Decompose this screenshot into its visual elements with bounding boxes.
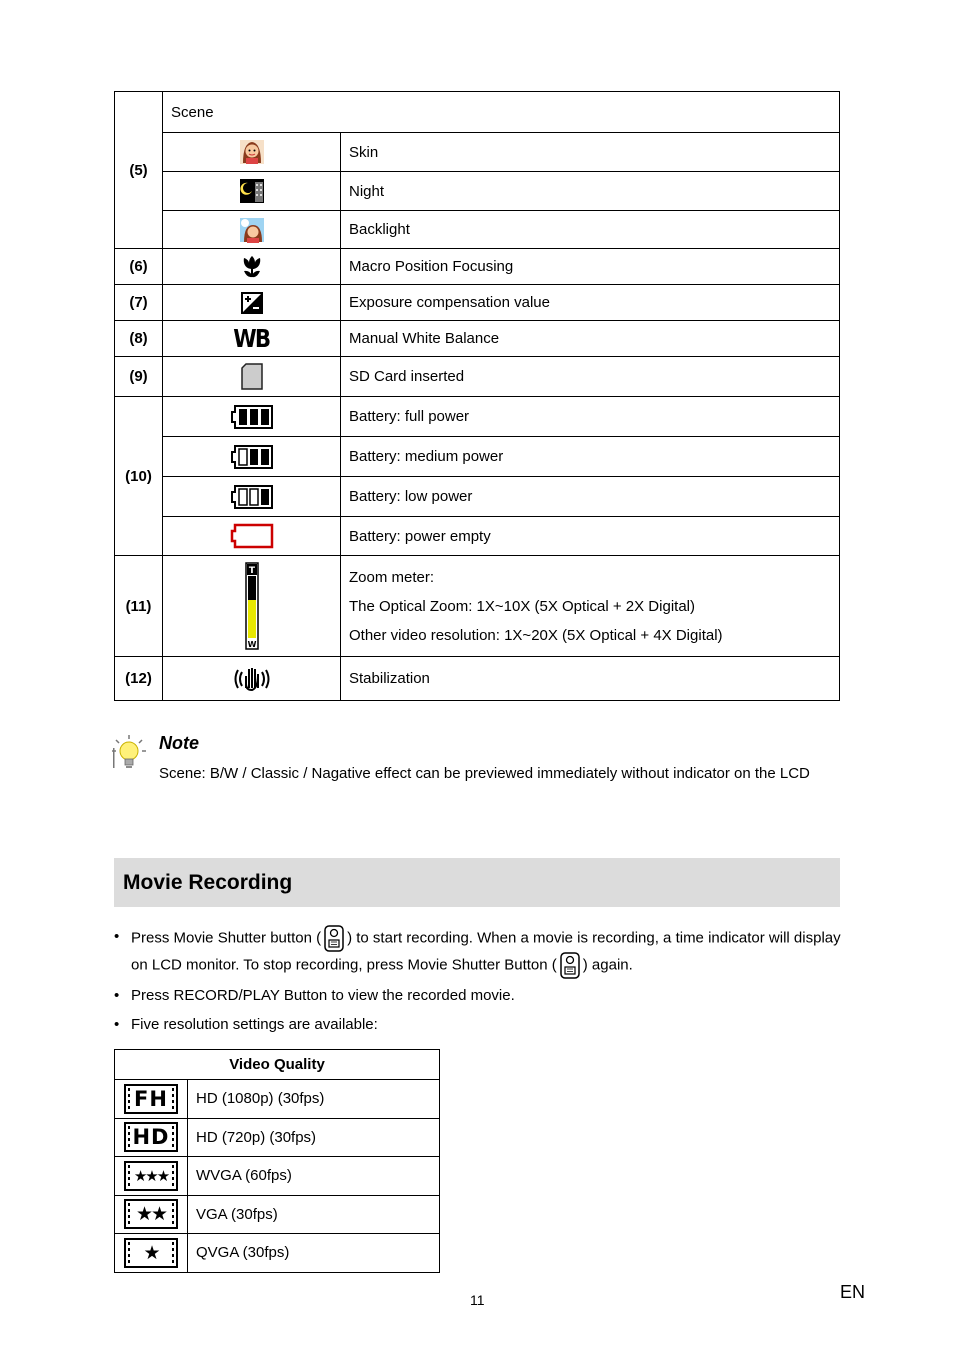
battery-full-label: Battery: full power [341, 397, 840, 437]
quality-label: WVGA (60fps) [188, 1157, 440, 1196]
table-row [115, 1234, 440, 1273]
bullet-1-part-b: ) to start recording. When a movie is recording, a time indicator will display on LCD monitor. To stop recording, press Movie Shutter Button ( [131, 929, 841, 974]
movie-shutter-icon [324, 925, 344, 952]
two-star-icon: ★★ [115, 1195, 188, 1234]
bullet-2: Press RECORD/PLAY Button to view the recorded movie. [131, 987, 515, 1004]
video-quality-header: Video Quality [115, 1050, 440, 1080]
sd-card-icon [163, 357, 341, 397]
lightbulb-icon [111, 734, 147, 770]
table-row [115, 1080, 440, 1119]
fh-resolution-icon: FH [115, 1080, 188, 1119]
hd-resolution-icon: HD [115, 1118, 188, 1157]
quality-label: QVGA (30fps) [188, 1234, 440, 1273]
exposure-icon [163, 285, 341, 321]
table-row [115, 1118, 440, 1157]
zoom-line-1: Zoom meter: [349, 568, 435, 586]
exposure-label: Exposure compensation value [341, 285, 840, 321]
table-row [115, 1195, 440, 1234]
battery-medium-icon [163, 437, 341, 477]
zoom-description [341, 556, 840, 657]
battery-medium-label: Battery: medium power [341, 437, 840, 477]
zoom-meter-icon [163, 556, 341, 657]
section-title: Movie Recording [123, 871, 293, 894]
skin-label: Skin [341, 133, 840, 172]
row-number: (9) [115, 357, 163, 397]
movie-shutter-icon [560, 952, 580, 979]
note-title: Note [159, 733, 199, 753]
battery-low-label: Battery: low power [341, 477, 840, 517]
video-quality-table [114, 1049, 440, 1273]
white-balance-label: Manual White Balance [341, 321, 840, 357]
stabilization-icon [163, 657, 341, 701]
table-row [115, 1157, 440, 1196]
section-header [114, 858, 840, 907]
bullet-3: Five resolution settings are available: [131, 1016, 378, 1033]
battery-empty-label: Battery: power empty [341, 517, 840, 556]
battery-low-icon [163, 477, 341, 517]
list-item: • Press Movie Shutter button ( ) to start recording. When a movie is recording, a time indicator will display on LCD monitor. To stop recording, press Movie Shutter Button ( ) again. [114, 925, 842, 979]
language-label: EN [840, 1282, 866, 1302]
row-number: (6) [115, 249, 163, 285]
white-balance-icon-text: WB [233, 324, 270, 353]
bullet-1-part-c: ) again. [582, 956, 633, 974]
night-icon [163, 172, 341, 211]
quality-label: HD (720p) (30fps) [188, 1118, 440, 1157]
night-label: Night [341, 172, 840, 211]
scene-label: Scene [163, 92, 840, 133]
zoom-top-label: T [248, 566, 255, 576]
indicator-table [114, 91, 840, 701]
note-text: Scene: B/W / Classic / Nagative effect can be previewed immediately without indicator on the LCD [159, 765, 810, 782]
row-number: (10) [115, 397, 163, 556]
zoom-line-3: Other video resolution: 1X~20X (5X Optical + 4X Digital) [349, 626, 723, 644]
row-number: (11) [115, 556, 163, 657]
quality-label: HD (1080p) (30fps) [188, 1080, 440, 1119]
row-number: (7) [115, 285, 163, 321]
white-balance-icon [163, 321, 341, 357]
instruction-list [114, 925, 842, 1042]
one-star-icon: ★ [115, 1234, 188, 1273]
backlight-icon [163, 211, 341, 249]
skin-icon [163, 133, 341, 172]
three-star-icon: ★★★ [115, 1157, 188, 1196]
sd-card-label: SD Card inserted [341, 357, 840, 397]
zoom-line-2: The Optical Zoom: 1X~10X (5X Optical + 2X Digital) [349, 597, 695, 615]
zoom-bottom-label: W [247, 640, 256, 649]
row-number: (12) [115, 657, 163, 701]
bullet-1-part-a: Press Movie Shutter button ( [131, 929, 322, 947]
page-number: 11 [470, 1292, 485, 1308]
backlight-label: Backlight [341, 211, 840, 249]
row-number: (8) [115, 321, 163, 357]
list-item: • Five resolution settings are available: [114, 1016, 378, 1033]
list-item: • Press RECORD/PLAY Button to view the recorded movie. [114, 987, 515, 1004]
battery-empty-icon [163, 517, 341, 556]
stabilization-label: Stabilization [341, 657, 840, 701]
macro-icon [163, 249, 341, 285]
row-number: (5) [115, 92, 163, 249]
quality-label: VGA (30fps) [188, 1195, 440, 1234]
battery-full-icon [163, 397, 341, 437]
macro-label: Macro Position Focusing [341, 249, 840, 285]
